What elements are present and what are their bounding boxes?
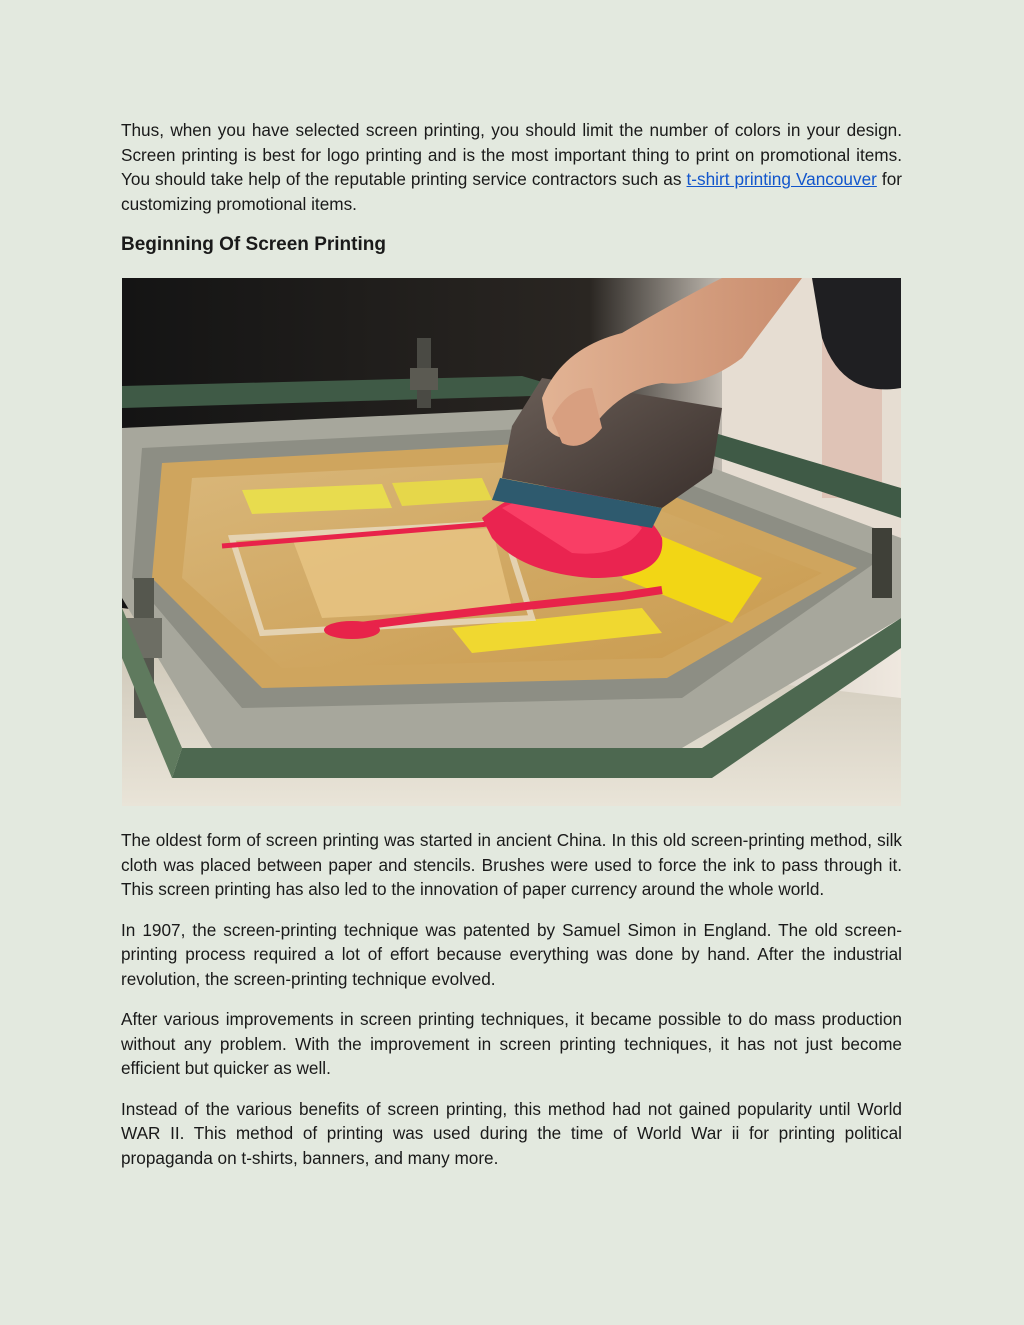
- body-paragraph-4: Instead of the various benefits of screen printing, this method had not gained popularity until World WAR II. This method of printing was used during the time of World War ii for printing political propaganda on t-shirts, banners, and many more.: [121, 1098, 902, 1168]
- intro-paragraph: [121, 118, 902, 216]
- tshirt-printing-vancouver-link[interactable]: t-shirt printing Vancouver: [686, 169, 877, 189]
- body-paragraph-1: The oldest form of screen printing was started in ancient China. In this old screen-printing method, silk cloth was placed between paper and stencils. Brushes were used to force the ink to pass through it. This screen printing has also led to the innovation of paper currency around the whole world.: [121, 830, 902, 899]
- body-paragraph-2: In 1907, the screen-printing technique was patented by Samuel Simon in England. The old screen-printing process required a lot of effort because everything was done by hand. After the industrial revolution, the screen-printing technique evolved.: [121, 919, 902, 989]
- intro-text-after-link: for customizing promotional items.: [121, 169, 902, 214]
- section-heading: Beginning Of Screen Printing: [121, 234, 386, 255]
- intro-text-before-link: Thus, when you have selected screen printing, you should limit the number of colors in your design. Screen printing is best for logo printing and is the most important thing to print on promotional items. You should take help of the reputable printing service contractors such as: [121, 120, 902, 189]
- body-paragraph-3: After various improvements in screen printing techniques, it became possible to do mass production without any problem. With the improvement in screen printing techniques, it has not just become efficient but quicker as well.: [121, 1009, 902, 1078]
- screen-printing-photo: [122, 278, 901, 806]
- document-page: [121, 118, 902, 1186]
